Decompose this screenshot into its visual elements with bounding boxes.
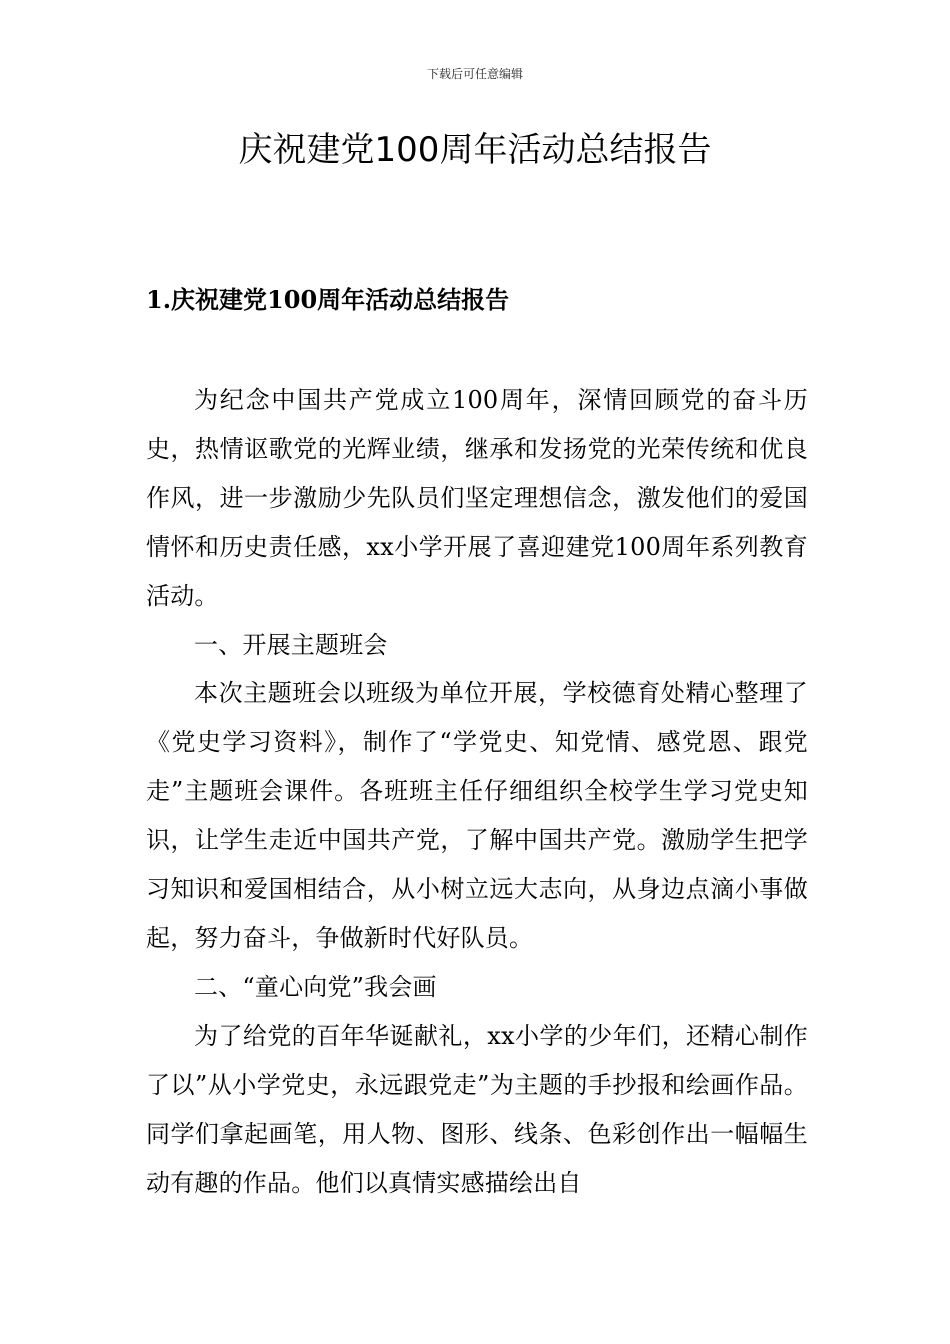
paragraph-class-meeting: 本次主题班会以班级为单位开展，学校德育处精心整理了《党史学习资料》，制作了“学党史、知党情、感党恩、跟党走”主题班会课件。各班班主任仔细组织全校学生学习党史知识，让学生走近中国共产党，了解中国共产党。激励学生把学习知识和爱国相结合，从小树立远大志向，从身边点滴小事做起，努力奋斗，争做新时代好队员。 [146,679,808,952]
paragraph-intro: 为纪念中国共产党成立100周年，深情回顾党的奋斗历史，热情讴歌党的光辉业绩，继承和发扬党的光荣传统和优良作风，进一步激励少先队员们坚定理想信念，激发他们的爱国情怀和历史责任感，xx小学开展了喜迎建党100周年系列教育活动。 [146,386,808,610]
header-note: 下载后可任意编辑 [426,67,523,81]
heading-theme-class-meeting: 一、开展主题班会 [194,630,388,659]
paragraph-drawing-activity: 为了给党的百年华诞献礼，xx小学的少年们，还精心制作了以”从小学党史，永远跟党走”为主题的手抄报和绘画作品。同学们拿起画笔，用人物、图形、线条、色彩创作出一幅幅生动有趣的作品。他们以真情实感描绘出自 [146,1021,808,1197]
heading-drawing-activity: 二、“童心向党”我会画 [194,972,437,1001]
document-title: 庆祝建党100周年活动总结报告 [238,130,712,170]
document-body [146,376,808,1207]
section-title: 1.庆祝建党100周年活动总结报告 [146,285,510,314]
